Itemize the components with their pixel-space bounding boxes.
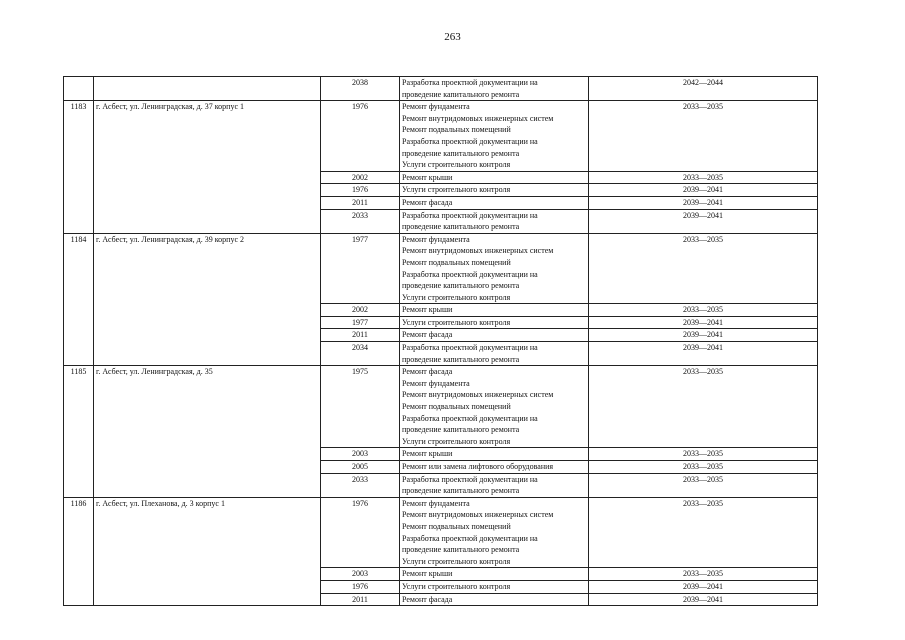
work-type-line: Услуги строительного контроля <box>402 436 511 446</box>
row-number-cell: 1183 <box>64 101 94 234</box>
work-type-line: Ремонт подвальных помещений <box>402 402 511 412</box>
year-cell: 1976 <box>321 184 400 197</box>
year-cell: 2005 <box>321 461 400 474</box>
period-cell: 2039—2041 <box>589 342 818 366</box>
year-cell: 2033 <box>321 473 400 497</box>
capital-repair-table <box>63 76 818 606</box>
work-type-cell <box>400 101 589 172</box>
row-number-cell <box>64 77 94 101</box>
year-cell: 1976 <box>321 580 400 593</box>
work-type-cell <box>400 304 589 317</box>
period-cell: 2033—2035 <box>589 497 818 568</box>
period-cell: 2033—2035 <box>589 568 818 581</box>
work-type-line: Ремонт внутридомовых инженерных систем <box>402 113 554 123</box>
work-type-line: Ремонт фундамента <box>402 378 470 388</box>
work-type-cell <box>400 366 589 448</box>
year-cell: 1977 <box>321 316 400 329</box>
work-type-line: проведение капитального ремонта <box>402 486 520 496</box>
work-type-line: Разработка проектной документации на <box>402 343 538 353</box>
year-cell: 2003 <box>321 568 400 581</box>
period-cell: 2039—2041 <box>589 196 818 209</box>
year-cell: 1977 <box>321 233 400 304</box>
year-cell: 2002 <box>321 171 400 184</box>
year-cell: 2034 <box>321 342 400 366</box>
work-type-cell <box>400 233 589 304</box>
work-type-line: Разработка проектной документации на <box>402 413 538 423</box>
page-number: 263 <box>444 31 461 43</box>
period-cell: 2033—2035 <box>589 461 818 474</box>
period-cell: 2033—2035 <box>589 448 818 461</box>
address-cell <box>94 77 321 101</box>
work-type-line: Ремонт подвальных помещений <box>402 257 511 267</box>
period-cell: 2039—2041 <box>589 316 818 329</box>
work-type-cell <box>400 171 589 184</box>
work-type-cell <box>400 497 589 568</box>
work-type-line: Ремонт крыши <box>402 305 453 315</box>
period-cell: 2033—2035 <box>589 171 818 184</box>
work-type-line: проведение капитального ремонта <box>402 281 520 291</box>
year-cell: 2011 <box>321 329 400 342</box>
work-type-line: Ремонт внутридомовых инженерных систем <box>402 390 554 400</box>
period-cell: 2042—2044 <box>589 77 818 101</box>
work-type-line: Разработка проектной документации на <box>402 210 538 220</box>
work-type-line: Разработка проектной документации на <box>402 136 538 146</box>
work-type-line: проведение капитального ремонта <box>402 89 520 99</box>
work-type-line: Услуги строительного контроля <box>402 317 511 327</box>
work-type-cell <box>400 316 589 329</box>
work-type-line: проведение капитального ремонта <box>402 425 520 435</box>
work-type-line: Ремонт крыши <box>402 172 453 182</box>
year-cell: 2011 <box>321 593 400 606</box>
work-type-line: Ремонт фасада <box>402 330 453 340</box>
work-type-cell <box>400 593 589 606</box>
work-type-line: проведение капитального ремонта <box>402 545 520 555</box>
table-row <box>64 77 818 101</box>
work-type-cell <box>400 580 589 593</box>
work-type-line: Ремонт подвальных помещений <box>402 125 511 135</box>
work-type-cell <box>400 184 589 197</box>
work-type-line: Ремонт фасада <box>402 197 453 207</box>
period-cell: 2039—2041 <box>589 580 818 593</box>
year-cell: 2038 <box>321 77 400 101</box>
address-cell: г. Асбест, ул. Ленинградская, д. 37 корпус 1 <box>94 101 321 234</box>
work-type-line: Ремонт внутридомовых инженерных систем <box>402 510 554 520</box>
work-type-line: Ремонт подвальных помещений <box>402 521 511 531</box>
work-type-cell <box>400 568 589 581</box>
period-cell: 2033—2035 <box>589 101 818 172</box>
work-type-line: проведение капитального ремонта <box>402 148 520 158</box>
work-type-line: Ремонт фундамента <box>402 234 470 244</box>
table-row <box>64 497 818 568</box>
address-cell: г. Асбест, ул. Плеханова, д. 3 корпус 1 <box>94 497 321 605</box>
table-row <box>64 366 818 448</box>
work-type-cell <box>400 77 589 101</box>
row-number-cell: 1184 <box>64 233 94 366</box>
year-cell: 2033 <box>321 209 400 233</box>
work-type-line: Разработка проектной документации на <box>402 78 538 87</box>
period-cell: 2039—2041 <box>589 329 818 342</box>
work-type-line: Услуги строительного контроля <box>402 185 511 195</box>
work-type-cell <box>400 473 589 497</box>
period-cell: 2033—2035 <box>589 366 818 448</box>
period-cell: 2033—2035 <box>589 304 818 317</box>
work-type-line: Услуги строительного контроля <box>402 292 511 302</box>
work-type-line: проведение капитального ремонта <box>402 222 520 232</box>
work-type-cell <box>400 342 589 366</box>
year-cell: 1975 <box>321 366 400 448</box>
period-cell: 2033—2035 <box>589 473 818 497</box>
work-type-line: Ремонт или замена лифтового оборудования <box>402 462 554 471</box>
work-type-cell <box>400 448 589 461</box>
work-type-line: Ремонт фасада <box>402 594 453 604</box>
work-type-line: Разработка проектной документации на <box>402 269 538 279</box>
work-type-cell <box>400 329 589 342</box>
year-cell: 1976 <box>321 101 400 172</box>
work-type-line: Ремонт внутридомовых инженерных систем <box>402 246 554 256</box>
work-type-line: Услуги строительного контроля <box>402 556 511 566</box>
work-type-line: Ремонт фасада <box>402 367 453 377</box>
address-cell: г. Асбест, ул. Ленинградская, д. 39 корпус 2 <box>94 233 321 366</box>
row-number-cell: 1186 <box>64 497 94 605</box>
row-number-cell: 1185 <box>64 366 94 498</box>
work-type-line: Разработка проектной документации на <box>402 474 538 484</box>
work-type-line: Ремонт крыши <box>402 449 453 459</box>
table-row <box>64 233 818 304</box>
work-type-line: Разработка проектной документации на <box>402 533 538 543</box>
period-cell: 2039—2041 <box>589 184 818 197</box>
table-body <box>64 77 818 606</box>
work-type-line: Ремонт крыши <box>402 569 453 579</box>
work-type-cell <box>400 209 589 233</box>
work-type-line: Услуги строительного контроля <box>402 581 511 591</box>
work-type-line: Ремонт фундамента <box>402 498 470 508</box>
work-type-cell <box>400 196 589 209</box>
work-type-line: Ремонт фундамента <box>402 102 470 112</box>
year-cell: 2002 <box>321 304 400 317</box>
work-type-cell <box>400 461 589 474</box>
year-cell: 1976 <box>321 497 400 568</box>
period-cell: 2039—2041 <box>589 593 818 606</box>
table-row <box>64 101 818 172</box>
year-cell: 2003 <box>321 448 400 461</box>
period-cell: 2033—2035 <box>589 233 818 304</box>
work-type-line: проведение капитального ремонта <box>402 354 520 364</box>
work-type-line: Услуги строительного контроля <box>402 160 511 170</box>
period-cell: 2039—2041 <box>589 209 818 233</box>
year-cell: 2011 <box>321 196 400 209</box>
address-cell: г. Асбест, ул. Ленинградская, д. 35 <box>94 366 321 498</box>
